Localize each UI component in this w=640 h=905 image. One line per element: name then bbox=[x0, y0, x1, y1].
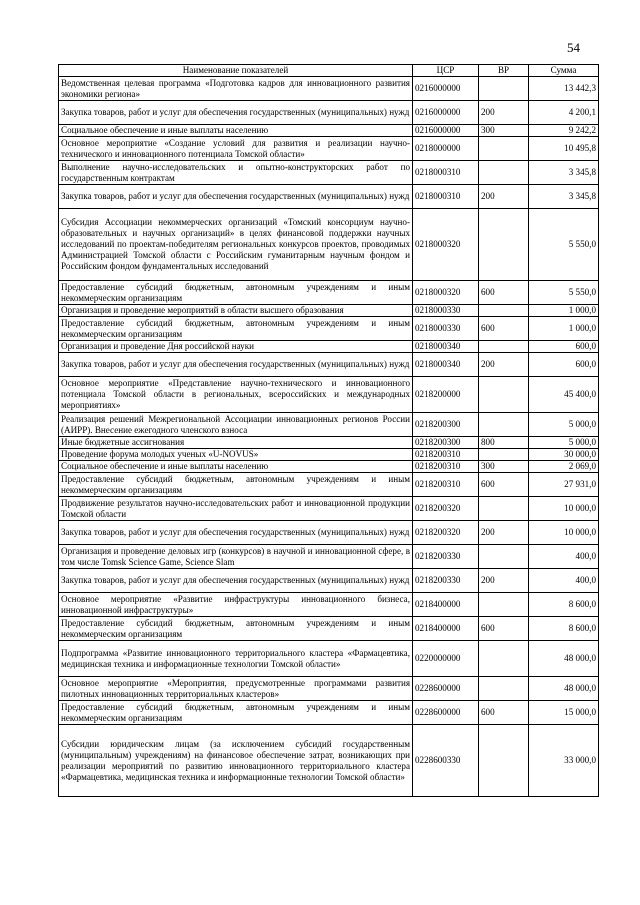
cell-vr: 600 bbox=[479, 617, 529, 641]
cell-vr bbox=[479, 137, 529, 161]
cell-vr bbox=[479, 497, 529, 521]
table-row bbox=[59, 677, 599, 701]
cell-vr: 600 bbox=[479, 317, 529, 341]
header-vr: ВР bbox=[479, 65, 529, 77]
cell-csr: 0218000310 bbox=[413, 185, 479, 209]
cell-name: Подпрограмма «Развитие инновационного территориального кластера «Фармацевтика, медицинская техника и информационные технологии Томской области» bbox=[59, 641, 413, 677]
cell-name: Предоставление субсидий бюджетным, автономным учреждениям и иным некоммерческим организациям bbox=[59, 281, 413, 305]
cell-csr: 0218000320 bbox=[413, 209, 479, 281]
cell-vr: 200 bbox=[479, 185, 529, 209]
cell-name: Реализация решений Межрегиональной Ассоциации инновационных регионов России (АИРР). Внесение ежегодного членского взноса bbox=[59, 413, 413, 437]
table-row bbox=[59, 125, 599, 137]
cell-sum: 1 000,0 bbox=[529, 305, 599, 317]
table-row bbox=[59, 545, 599, 569]
cell-name: Продвижение результатов научно-исследовательских работ и инновационной продукции Томской области bbox=[59, 497, 413, 521]
cell-name: Закупка товаров, работ и услуг для обеспечения государственных (муниципальных) нужд bbox=[59, 569, 413, 593]
table-row bbox=[59, 185, 599, 209]
cell-csr: 0218200320 bbox=[413, 497, 479, 521]
cell-vr bbox=[479, 161, 529, 185]
cell-csr: 0218200310 bbox=[413, 461, 479, 473]
cell-sum: 8 600,0 bbox=[529, 617, 599, 641]
cell-csr: 0216000000 bbox=[413, 101, 479, 125]
cell-vr bbox=[479, 449, 529, 461]
cell-vr: 600 bbox=[479, 473, 529, 497]
cell-vr bbox=[479, 305, 529, 317]
table-row bbox=[59, 77, 599, 101]
table-row bbox=[59, 353, 599, 377]
cell-sum: 27 931,0 bbox=[529, 473, 599, 497]
cell-csr: 0218000330 bbox=[413, 317, 479, 341]
cell-name: Основное мероприятие «Представление научно-технического и инновационного потенциала Томской области в региональных, всероссийских и международных мероприятиях» bbox=[59, 377, 413, 413]
cell-vr bbox=[479, 725, 529, 797]
cell-vr: 600 bbox=[479, 281, 529, 305]
table-row bbox=[59, 161, 599, 185]
cell-name: Проведение форума молодых ученых «U-NOVUS» bbox=[59, 449, 413, 461]
cell-vr bbox=[479, 77, 529, 101]
cell-sum: 1 000,0 bbox=[529, 317, 599, 341]
cell-vr: 300 bbox=[479, 125, 529, 137]
cell-vr: 200 bbox=[479, 521, 529, 545]
cell-vr: 300 bbox=[479, 461, 529, 473]
cell-csr: 0218200330 bbox=[413, 545, 479, 569]
cell-csr: 0218200300 bbox=[413, 413, 479, 437]
table-row bbox=[59, 305, 599, 317]
cell-vr bbox=[479, 593, 529, 617]
cell-csr: 0218200300 bbox=[413, 437, 479, 449]
cell-name: Социальное обеспечение и иные выплаты населению bbox=[59, 461, 413, 473]
cell-name: Закупка товаров, работ и услуг для обеспечения государственных (муниципальных) нужд bbox=[59, 521, 413, 545]
cell-csr: 0228600330 bbox=[413, 725, 479, 797]
cell-name: Предоставление субсидий бюджетным, автономным учреждениям и иным некоммерческим организациям bbox=[59, 473, 413, 497]
table-row bbox=[59, 413, 599, 437]
table-body bbox=[59, 77, 599, 797]
table-row bbox=[59, 593, 599, 617]
table-row bbox=[59, 437, 599, 449]
cell-sum: 400,0 bbox=[529, 545, 599, 569]
table-row bbox=[59, 461, 599, 473]
cell-csr: 0228600000 bbox=[413, 677, 479, 701]
cell-csr: 0218200310 bbox=[413, 449, 479, 461]
cell-csr: 0218200320 bbox=[413, 521, 479, 545]
cell-csr: 0218000330 bbox=[413, 305, 479, 317]
cell-name: Предоставление субсидий бюджетным, автономным учреждениям и иным некоммерческим организациям bbox=[59, 617, 413, 641]
header-name: Наименование показателей bbox=[59, 65, 413, 77]
page-number: 54 bbox=[567, 40, 580, 55]
table-row bbox=[59, 101, 599, 125]
cell-name: Основное мероприятие «Создание условий для развития и реализации научно-технического и инновационного потенциала Томской области» bbox=[59, 137, 413, 161]
table-row bbox=[59, 521, 599, 545]
cell-csr: 0218400000 bbox=[413, 593, 479, 617]
cell-vr bbox=[479, 641, 529, 677]
cell-sum: 3 345,8 bbox=[529, 185, 599, 209]
cell-csr: 0218400000 bbox=[413, 617, 479, 641]
cell-sum: 10 000,0 bbox=[529, 521, 599, 545]
cell-name: Закупка товаров, работ и услуг для обеспечения государственных (муниципальных) нужд bbox=[59, 185, 413, 209]
cell-vr bbox=[479, 677, 529, 701]
cell-vr: 800 bbox=[479, 437, 529, 449]
table-row bbox=[59, 569, 599, 593]
cell-sum: 3 345,8 bbox=[529, 161, 599, 185]
cell-csr: 0218000320 bbox=[413, 281, 479, 305]
cell-csr: 0218000340 bbox=[413, 353, 479, 377]
cell-sum: 48 000,0 bbox=[529, 677, 599, 701]
cell-name: Субсидия Ассоциации некоммерческих организаций «Томский консорциум научно-образовательных и научных организаций» в целях финансовой поддержки научных исследований по проектам-победителям региональных конкурсов проектов, проводимых Администрацией Томской области с Российским гуманитарным научным фондом и Российским фондом фундаментальных исследований bbox=[59, 209, 413, 281]
cell-sum: 33 000,0 bbox=[529, 725, 599, 797]
table-row bbox=[59, 617, 599, 641]
cell-name: Социальное обеспечение и иные выплаты населению bbox=[59, 125, 413, 137]
cell-name: Организация и проведение Дня российской науки bbox=[59, 341, 413, 353]
cell-sum: 8 600,0 bbox=[529, 593, 599, 617]
table-row bbox=[59, 317, 599, 341]
cell-csr: 0218200000 bbox=[413, 377, 479, 413]
cell-sum: 5 000,0 bbox=[529, 437, 599, 449]
cell-sum: 5 000,0 bbox=[529, 413, 599, 437]
cell-csr: 0216000000 bbox=[413, 77, 479, 101]
cell-vr bbox=[479, 377, 529, 413]
cell-sum: 48 000,0 bbox=[529, 641, 599, 677]
table-row bbox=[59, 725, 599, 797]
table-row bbox=[59, 377, 599, 413]
table-header-row bbox=[59, 65, 599, 77]
cell-sum: 5 550,0 bbox=[529, 281, 599, 305]
cell-vr bbox=[479, 545, 529, 569]
cell-vr bbox=[479, 209, 529, 281]
cell-vr: 600 bbox=[479, 701, 529, 725]
cell-sum: 2 069,0 bbox=[529, 461, 599, 473]
cell-sum: 10 495,8 bbox=[529, 137, 599, 161]
cell-csr: 0218200330 bbox=[413, 569, 479, 593]
table-row bbox=[59, 449, 599, 461]
cell-name: Иные бюджетные ассигнования bbox=[59, 437, 413, 449]
table-row bbox=[59, 281, 599, 305]
table-row bbox=[59, 341, 599, 353]
cell-sum: 9 242,2 bbox=[529, 125, 599, 137]
table-row bbox=[59, 701, 599, 725]
cell-vr bbox=[479, 341, 529, 353]
table-row bbox=[59, 137, 599, 161]
cell-csr: 0218200310 bbox=[413, 473, 479, 497]
cell-sum: 5 550,0 bbox=[529, 209, 599, 281]
cell-name: Ведомственная целевая программа «Подготовка кадров для инновационного развития экономики региона» bbox=[59, 77, 413, 101]
header-sum: Сумма bbox=[529, 65, 599, 77]
cell-sum: 4 200,1 bbox=[529, 101, 599, 125]
cell-name: Закупка товаров, работ и услуг для обеспечения государственных (муниципальных) нужд bbox=[59, 353, 413, 377]
cell-vr: 200 bbox=[479, 569, 529, 593]
cell-sum: 15 000,0 bbox=[529, 701, 599, 725]
header-csr: ЦСР bbox=[413, 65, 479, 77]
cell-name: Выполнение научно-исследовательских и опытно-конструкторских работ по государственным контрактам bbox=[59, 161, 413, 185]
cell-name: Организация и проведение мероприятий в области высшего образования bbox=[59, 305, 413, 317]
cell-csr: 0218000000 bbox=[413, 137, 479, 161]
cell-name: Предоставление субсидий бюджетным, автономным учреждениям и иным некоммерческим организациям bbox=[59, 317, 413, 341]
cell-name: Основное мероприятие «Развитие инфраструктуры инновационного бизнеса, инновационной инфраструктуры» bbox=[59, 593, 413, 617]
cell-name: Субсидии юридическим лицам (за исключением субсидий государственным (муниципальным) учреждениям) на финансовое обеспечение затрат, возникающих при реализации мероприятий по развитию инновационного территориального кластера «Фармацевтика, медицинская техника и информационные технологии Томской области» bbox=[59, 725, 413, 797]
table-row bbox=[59, 473, 599, 497]
cell-csr: 0216000000 bbox=[413, 125, 479, 137]
cell-sum: 45 400,0 bbox=[529, 377, 599, 413]
table-row bbox=[59, 209, 599, 281]
cell-csr: 0218000310 bbox=[413, 161, 479, 185]
cell-sum: 30 000,0 bbox=[529, 449, 599, 461]
cell-name: Организация и проведение деловых игр (конкурсов) в научной и инновационной сфере, в том числе Tomsk Science Game, Science Slam bbox=[59, 545, 413, 569]
cell-sum: 10 000,0 bbox=[529, 497, 599, 521]
cell-vr: 200 bbox=[479, 101, 529, 125]
cell-sum: 600,0 bbox=[529, 353, 599, 377]
cell-name: Предоставление субсидий бюджетным, автономным учреждениям и иным некоммерческим организациям bbox=[59, 701, 413, 725]
cell-sum: 13 442,3 bbox=[529, 77, 599, 101]
cell-name: Закупка товаров, работ и услуг для обеспечения государственных (муниципальных) нужд bbox=[59, 101, 413, 125]
cell-vr bbox=[479, 413, 529, 437]
table-row bbox=[59, 641, 599, 677]
cell-csr: 0220000000 bbox=[413, 641, 479, 677]
cell-name: Основное мероприятие «Мероприятия, предусмотренные программами развития пилотных инновационных территориальных кластеров» bbox=[59, 677, 413, 701]
table-row bbox=[59, 497, 599, 521]
cell-sum: 400,0 bbox=[529, 569, 599, 593]
cell-csr: 0218000340 bbox=[413, 341, 479, 353]
cell-sum: 600,0 bbox=[529, 341, 599, 353]
cell-vr: 200 bbox=[479, 353, 529, 377]
cell-csr: 0228600000 bbox=[413, 701, 479, 725]
budget-table bbox=[58, 64, 599, 797]
